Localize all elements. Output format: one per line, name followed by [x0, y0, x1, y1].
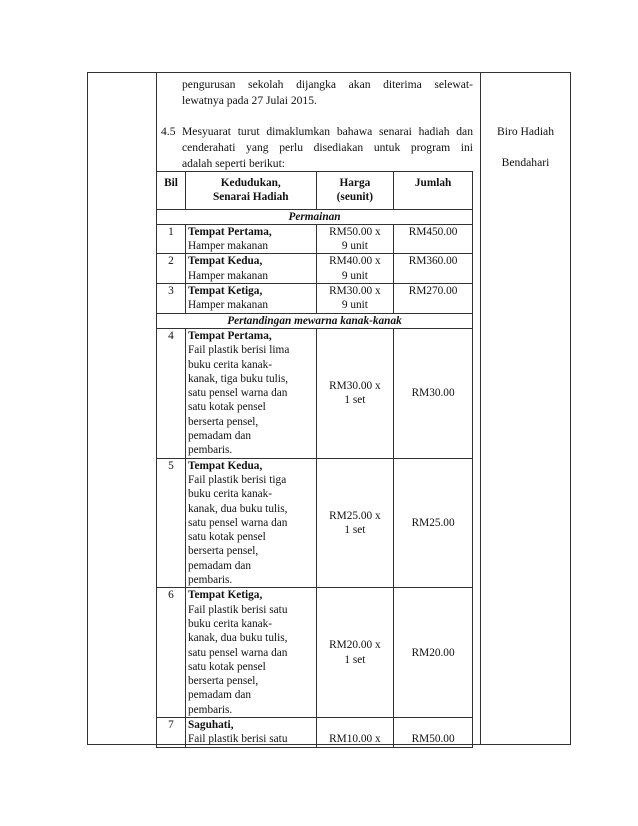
prize-desc-line: kanak, dua buku tulis, — [188, 632, 288, 645]
prize-title: Saguhati, — [188, 718, 234, 731]
cell-jumlah: RM25.00 — [394, 458, 473, 588]
prize-desc-line: satu kotak pensel — [188, 531, 266, 544]
item-4-5-line3: adalah seperti berikut: — [182, 157, 286, 170]
cell-jumlah: RM50.00 — [394, 717, 473, 747]
prize-title: Tempat Kedua, — [188, 459, 263, 472]
cell-harga — [316, 224, 394, 254]
table-header-row — [157, 172, 473, 210]
prize-title: Tempat Pertama, — [188, 225, 272, 238]
prize-desc-line: Fail plastik berisi satu — [188, 733, 288, 746]
action-biro-hadiah: Biro Hadiah — [497, 125, 554, 138]
prize-desc-line: kanak, dua buku tulis, — [188, 502, 288, 515]
harga-line2: 9 unit — [341, 299, 368, 312]
cell-bil: 2 — [157, 254, 186, 284]
prize-desc-line: buku cerita kanak- — [188, 488, 273, 501]
harga-line1: RM30.00 x — [329, 380, 381, 392]
prize-desc-line: berserta pensel, — [188, 415, 259, 428]
header-kedudukan-line1: Kedudukan, — [220, 177, 281, 189]
prize-title: Tempat Ketiga, — [188, 285, 263, 298]
prize-desc-line: satu pensel warna dan — [188, 516, 288, 529]
harga-line1: RM10.00 x — [329, 733, 381, 746]
action-bendahari: Bendahari — [501, 156, 550, 169]
cell-harga — [316, 717, 394, 747]
prize-desc-line: Hamper makanan — [188, 299, 268, 312]
cell-bil: 3 — [157, 284, 186, 314]
prize-desc-line: pemadam dan — [188, 689, 252, 702]
table-row — [157, 254, 473, 284]
prize-desc-line: pemadam dan — [188, 430, 252, 443]
harga-line2: 1 set — [344, 523, 366, 536]
header-harga — [316, 172, 394, 210]
prize-desc-line: satu pensel warna dan — [188, 646, 288, 659]
harga-line2: 1 set — [344, 653, 366, 666]
header-kedudukan — [186, 172, 317, 210]
table-row — [157, 328, 473, 458]
prize-desc-line: pemadam dan — [188, 559, 252, 572]
prize-desc-line: Hamper makanan — [188, 269, 268, 282]
header-kedudukan-line2: Senarai Hadiah — [212, 191, 289, 204]
prize-desc-line: Fail plastik berisi satu — [188, 603, 288, 616]
prize-desc-line: Fail plastik berisi lima — [188, 344, 290, 357]
cell-jumlah: RM450.00 — [394, 224, 473, 254]
cell-kedudukan — [186, 328, 317, 458]
paragraph-continued-line1: pengurusan sekolah dijangka akan diterima selewat- — [182, 78, 473, 91]
prize-desc-line: buku cerita kanak- — [188, 358, 273, 371]
harga-line1: RM50.00 x — [329, 225, 381, 238]
header-harga-line1: Harga — [339, 177, 371, 189]
harga-line1: RM25.00 x — [329, 509, 381, 522]
prize-desc-line: berserta pensel, — [188, 545, 259, 558]
prize-desc-line: kanak, tiga buku tulis, — [188, 372, 289, 385]
cell-harga — [316, 458, 394, 588]
prize-title: Tempat Kedua, — [188, 255, 263, 268]
harga-line1: RM40.00 x — [329, 255, 381, 268]
section-pertandingan: Pertandingan mewarna kanak-kanak — [157, 313, 473, 328]
cell-jumlah: RM270.00 — [394, 284, 473, 314]
prize-desc-line: pembaris. — [188, 703, 233, 716]
cell-kedudukan — [186, 224, 317, 254]
cell-jumlah: RM360.00 — [394, 254, 473, 284]
prize-desc-line: pembaris. — [188, 574, 233, 587]
prize-title: Tempat Pertama, — [188, 329, 272, 342]
prize-list-table — [156, 171, 473, 748]
cell-bil: 6 — [157, 588, 186, 718]
table-row — [157, 458, 473, 588]
item-4-5-line1: Mesyuarat turut dimaklumkan bahawa senarai hadiah dan — [182, 125, 473, 138]
section-row-pertandingan — [157, 313, 473, 328]
cell-harga — [316, 588, 394, 718]
prize-title: Tempat Ketiga, — [188, 589, 263, 602]
harga-line1: RM20.00 x — [329, 639, 381, 652]
paragraph-continued-line2: lewatnya pada 27 Julai 2015. — [182, 94, 317, 107]
column-divider-right — [480, 73, 481, 744]
cell-harga — [316, 254, 394, 284]
item-number: 4.5 — [161, 125, 176, 138]
cell-kedudukan — [186, 588, 317, 718]
header-jumlah: Jumlah — [394, 172, 473, 210]
header-harga-line2: (seunit) — [336, 191, 374, 204]
prize-desc-line: satu kotak pensel — [188, 660, 266, 673]
table-row — [157, 284, 473, 314]
prize-desc-line: Hamper makanan — [188, 240, 268, 253]
section-permainan: Permainan — [157, 209, 473, 224]
cell-harga — [316, 284, 394, 314]
cell-harga — [316, 328, 394, 458]
cell-kedudukan — [186, 284, 317, 314]
prize-desc-line: pembaris. — [188, 444, 233, 457]
table-row — [157, 588, 473, 718]
prize-desc-line: Fail plastik berisi tiga — [188, 473, 287, 486]
cell-jumlah: RM20.00 — [394, 588, 473, 718]
cell-bil: 4 — [157, 328, 186, 458]
cell-kedudukan — [186, 458, 317, 588]
harga-line2: 1 set — [344, 394, 366, 407]
prize-desc-line: berserta pensel, — [188, 675, 259, 688]
cell-bil: 1 — [157, 224, 186, 254]
table-row — [157, 224, 473, 254]
table-row — [157, 717, 473, 747]
cell-kedudukan — [186, 254, 317, 284]
prize-desc-line: satu pensel warna dan — [188, 387, 288, 400]
harga-line2: 9 unit — [341, 269, 368, 282]
harga-line2: 9 unit — [341, 240, 368, 253]
cell-kedudukan — [186, 717, 317, 747]
cell-bil: 5 — [157, 458, 186, 588]
cell-bil: 7 — [157, 717, 186, 747]
prize-desc-line: satu kotak pensel — [188, 401, 266, 414]
section-row-permainan — [157, 209, 473, 224]
item-4-5-line2: cenderahati yang perlu disediakan untuk program ini — [182, 141, 473, 154]
cell-jumlah: RM30.00 — [394, 328, 473, 458]
prize-desc-line: buku cerita kanak- — [188, 617, 273, 630]
header-bil: Bil — [157, 172, 186, 210]
harga-line1: RM30.00 x — [329, 285, 381, 298]
